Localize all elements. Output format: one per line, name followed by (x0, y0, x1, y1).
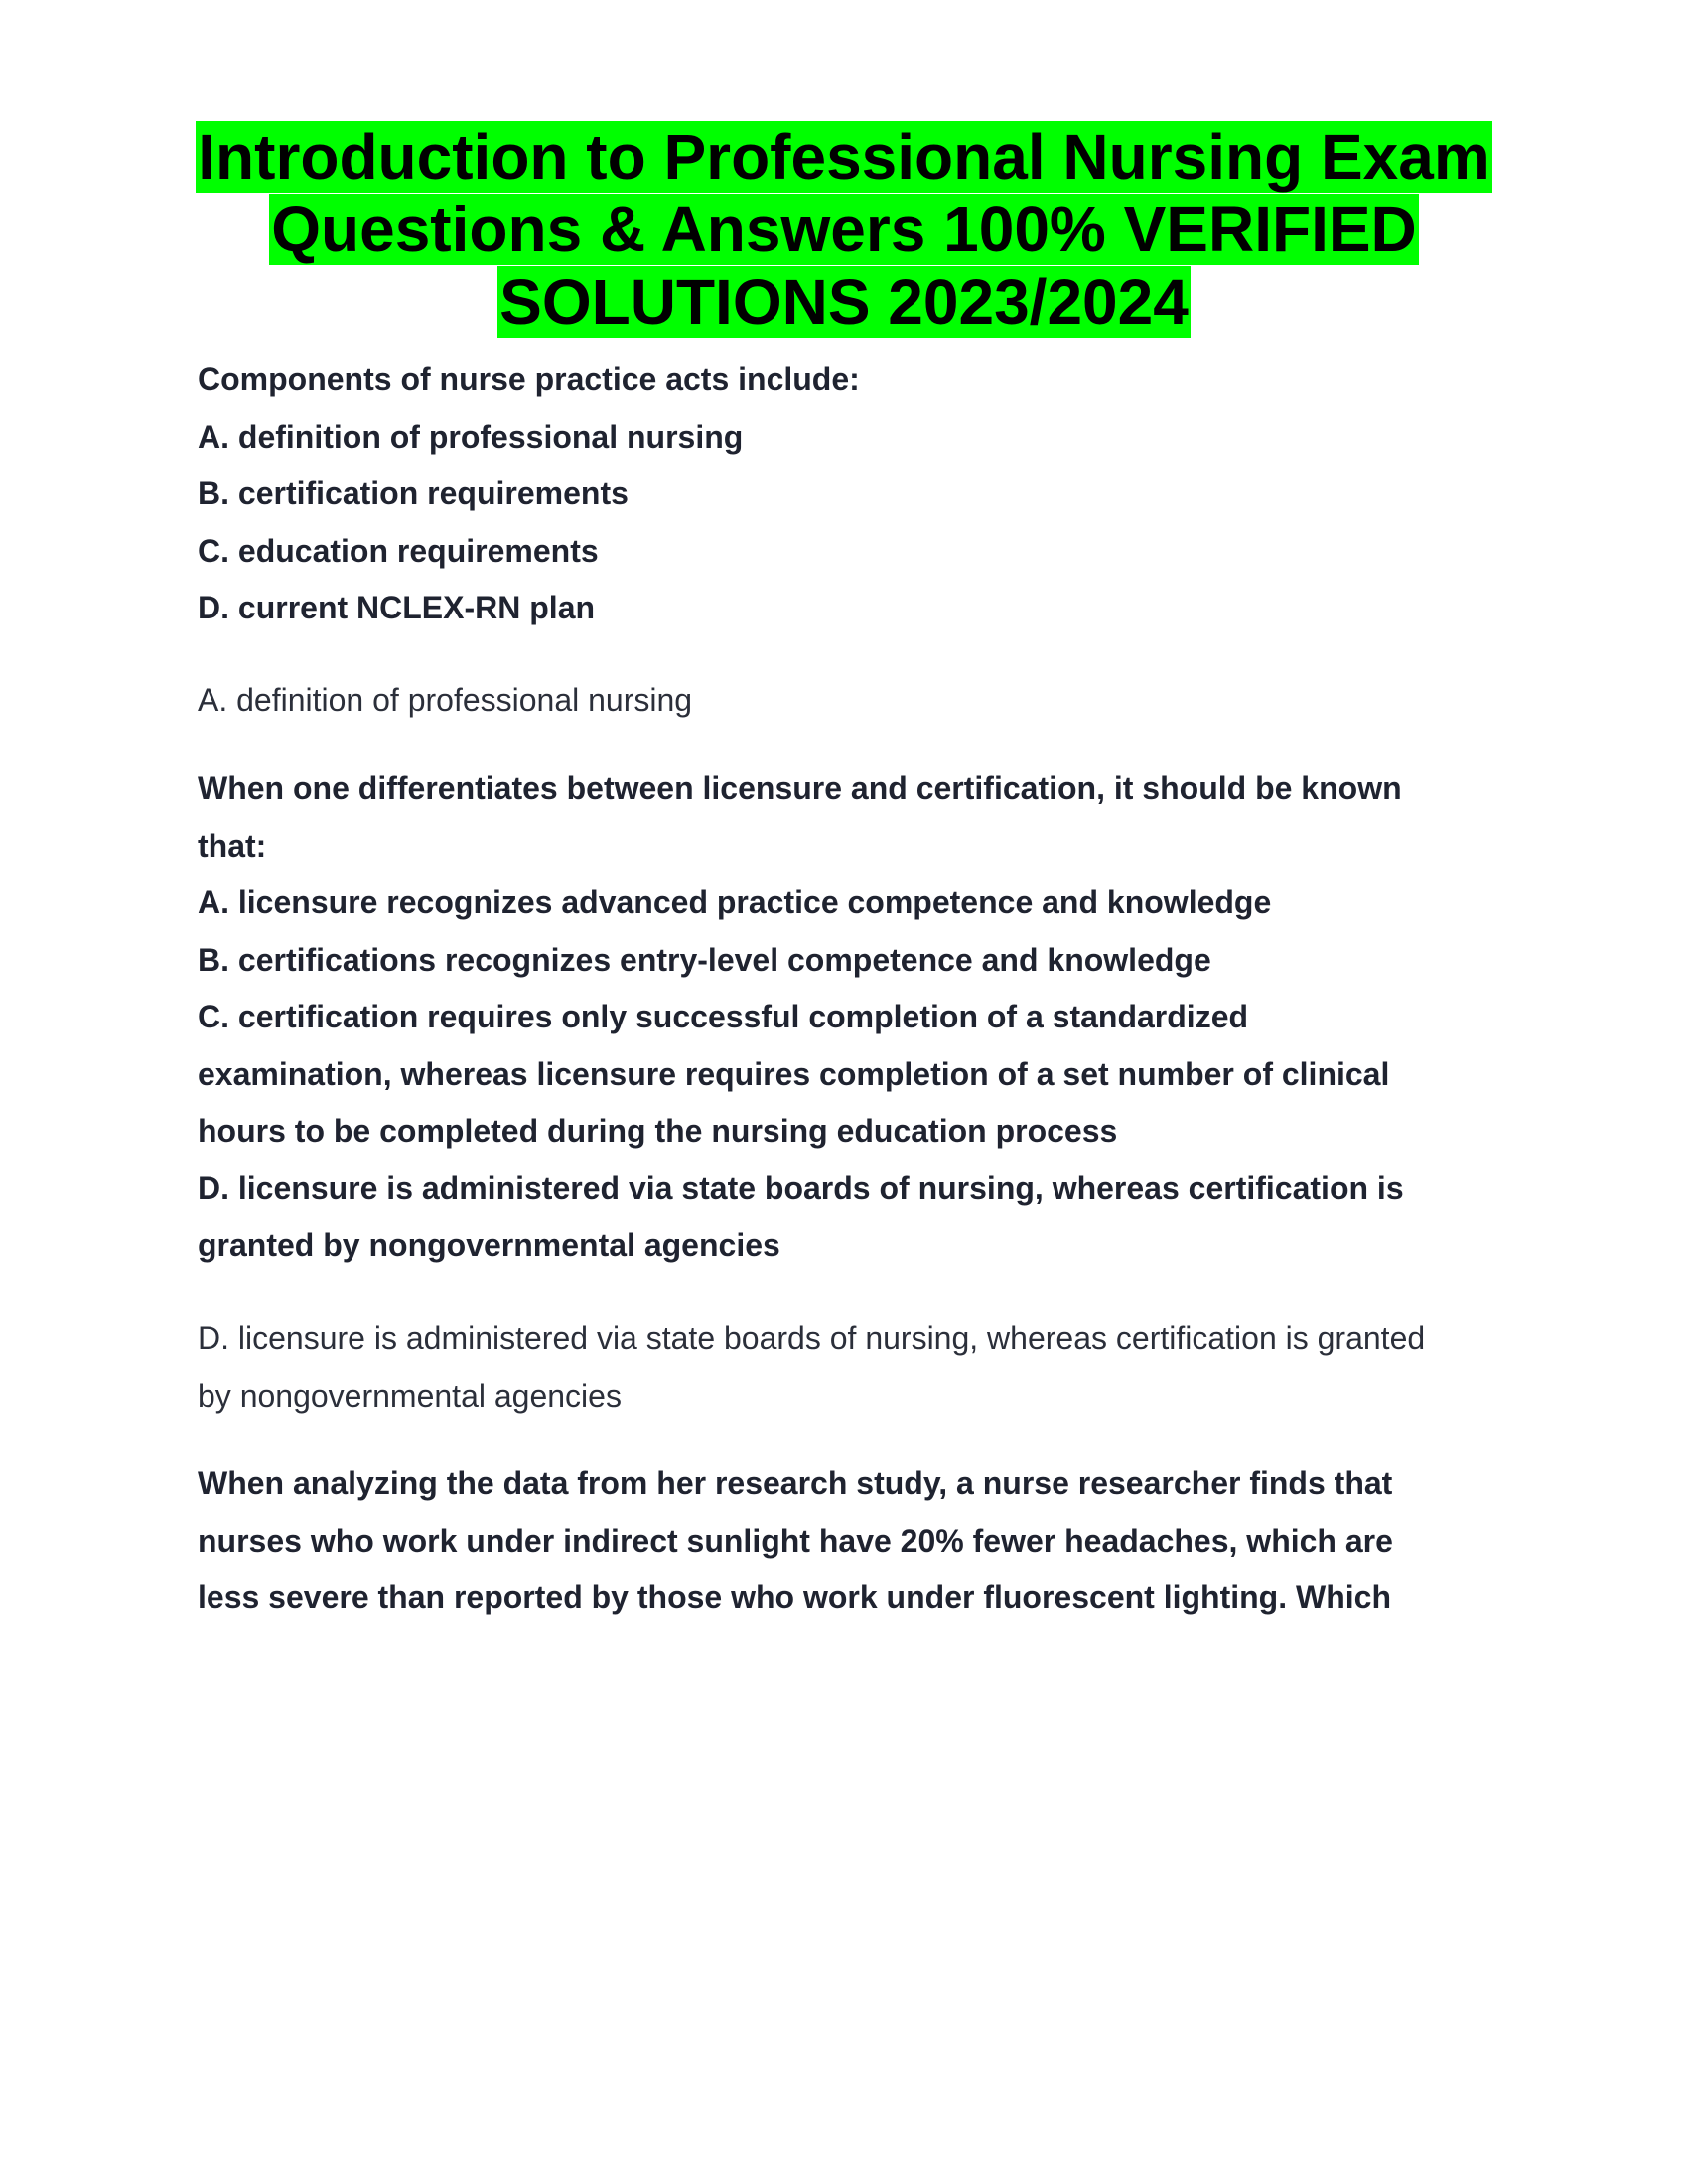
question-option: D. current NCLEX-RN plan (198, 590, 596, 625)
question-1 (198, 351, 1498, 637)
question-option: B. certifications recognizes entry-level competence and knowledge (198, 941, 1211, 978)
question-line: When one differentiates between licensure and certification, it should be known (198, 770, 1402, 806)
answer-1 (198, 672, 1498, 730)
question-option: granted by nongovernmental agencies (198, 1227, 780, 1263)
document-title (149, 121, 1539, 339)
answer-line: D. licensure is administered via state boards of nursing, whereas certification is granted (198, 1320, 1426, 1356)
question-option: A. definition of professional nursing (198, 418, 744, 455)
question-option: D. licensure is administered via state boards of nursing, whereas certification is (198, 1169, 1404, 1206)
question-option: hours to be completed during the nursing education process (198, 1113, 1118, 1149)
answer-line: by nongovernmental agencies (198, 1377, 622, 1414)
question-2 (198, 760, 1498, 1275)
question-option: C. education requirements (198, 532, 599, 569)
question-line: Components of nurse practice acts include: (198, 361, 860, 397)
question-line: nurses who work under indirect sunlight have 20% fewer headaches, which are (198, 1522, 1393, 1559)
question-option: examination, whereas licensure requires completion of a set number of clinical (198, 1055, 1390, 1092)
question-option: B. certification requirements (198, 476, 629, 511)
title-line: SOLUTIONS 2023/2024 (499, 266, 1189, 338)
question-line: less severe than reported by those who work under fluorescent lighting. Which (198, 1579, 1391, 1615)
question-line: When analyzing the data from her research study, a nurse researcher finds that (198, 1465, 1393, 1501)
answer-line: A. definition of professional nursing (198, 682, 693, 718)
question-3 (198, 1455, 1498, 1627)
question-option: A. licensure recognizes advanced practice competence and knowledge (198, 885, 1272, 920)
answer-2 (198, 1310, 1498, 1425)
question-option: C. certification requires only successful completion of a standardized (198, 999, 1249, 1034)
title-line: Introduction to Professional Nursing Exam (198, 121, 1490, 193)
question-line: that: (198, 827, 267, 864)
title-line: Questions & Answers 100% VERIFIED (271, 194, 1417, 265)
